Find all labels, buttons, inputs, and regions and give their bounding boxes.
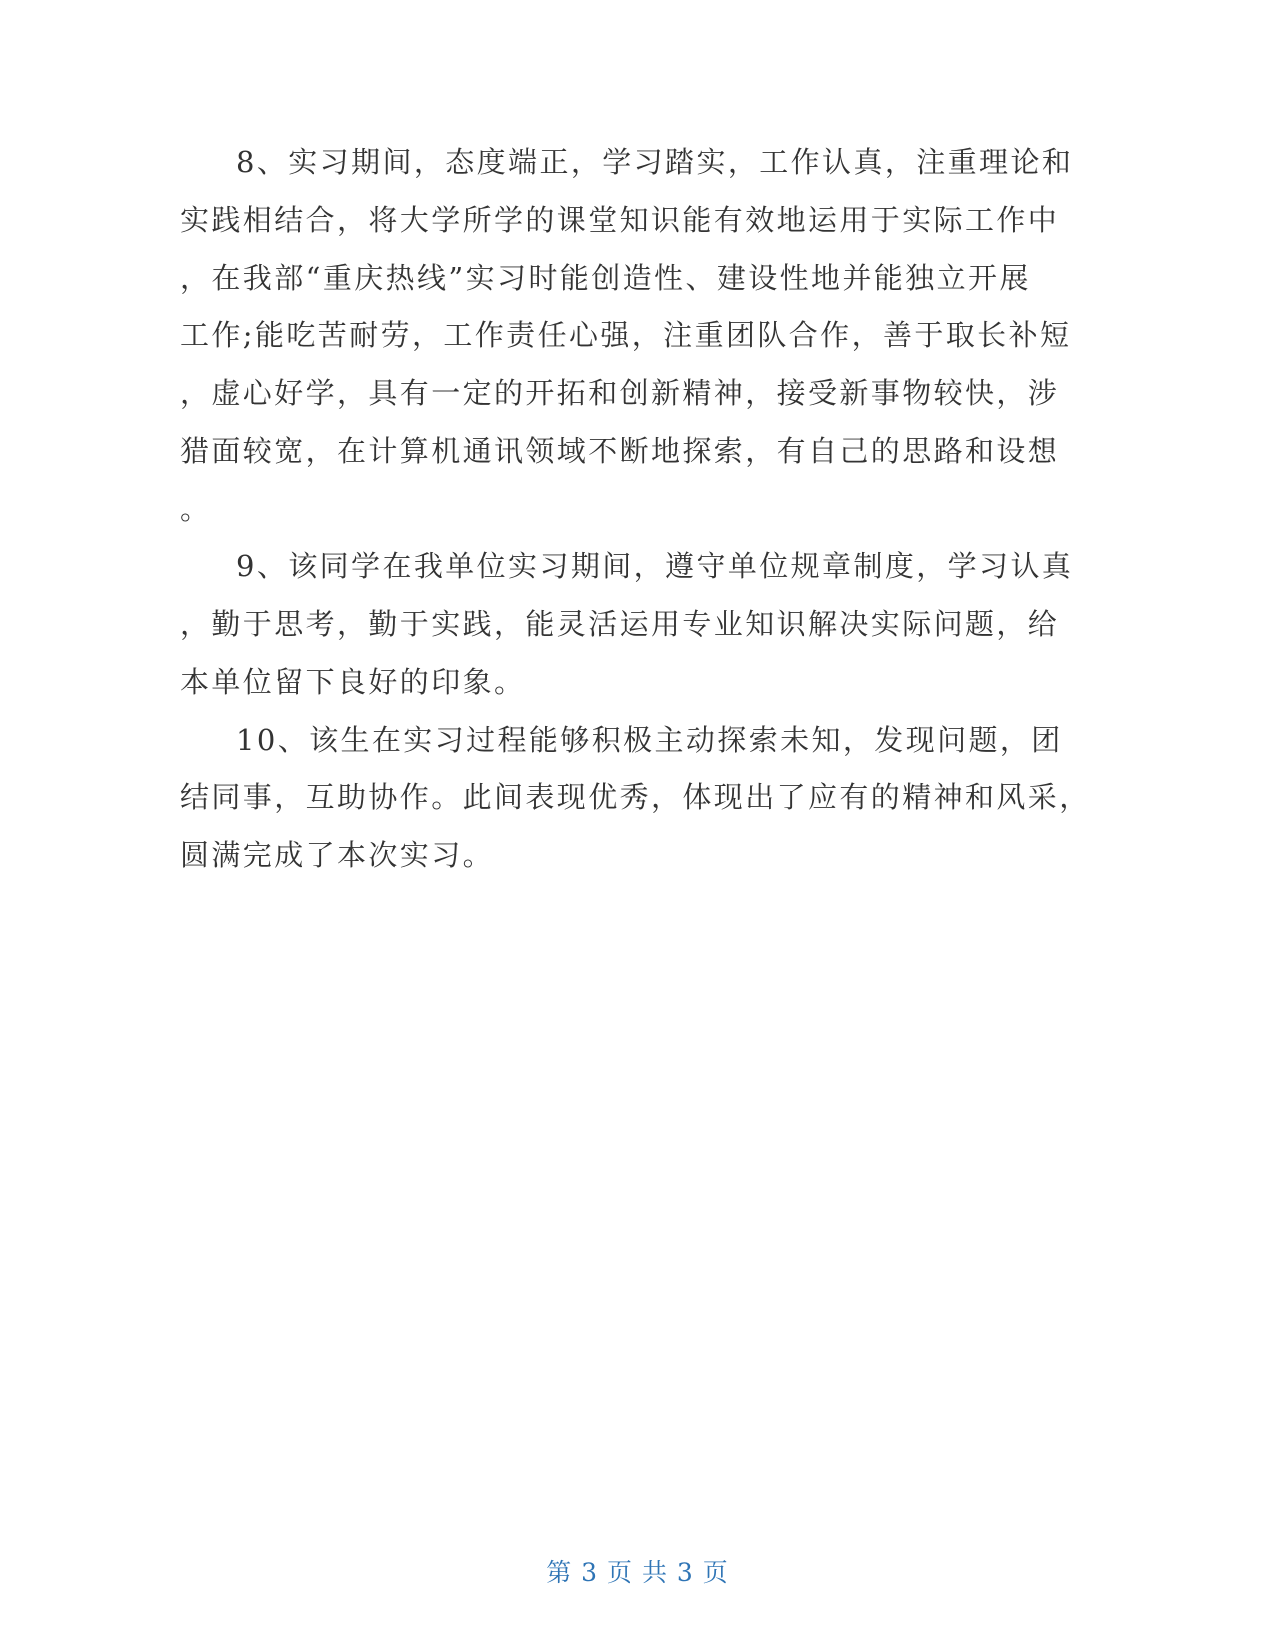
paragraph-10-line-2: 结同事，互助协作。此间表现优秀，体现出了应有的精神和风采， — [180, 780, 1091, 814]
page-footer — [0, 1558, 1275, 1588]
paragraph-9-line-2: ，勤于思考，勤于实践，能灵活运用专业知识解决实际问题，给 — [180, 607, 1060, 641]
footer-page-mid: 页 共 — [607, 1558, 668, 1587]
paragraph-8-line-3: ，在我部“重庆热线”实习时能创造性、建设性地并能独立开展 — [180, 261, 1031, 295]
paragraph-8-line-7: 。 — [180, 492, 212, 526]
paragraph-8-line-2: 实践相结合，将大学所学的课堂知识能有效地运用于实际工作中 — [180, 203, 1060, 237]
paragraph-10-line-1: 10、该生在实习过程能够积极主动探索未知，发现问题，团 — [236, 723, 1063, 757]
footer-page-suffix: 页 — [702, 1558, 729, 1587]
paragraph-8-line-6: 猎面较宽，在计算机通讯领域不断地探索，有自己的思路和设想 — [180, 434, 1060, 468]
footer-total-pages: 3 — [676, 1558, 694, 1587]
paragraph-9-line-3: 本单位留下良好的印象。 — [180, 665, 526, 699]
footer-page-prefix: 第 — [546, 1558, 573, 1587]
paragraph-8-line-1: 8、实习期间，态度端正，学习踏实，工作认真，注重理论和 — [236, 145, 1074, 179]
paragraph-8-line-4: 工作;能吃苦耐劳，工作责任心强，注重团队合作，善于取长补短 — [180, 318, 1072, 352]
paragraph-9-line-1: 9、该同学在我单位实习期间，遵守单位规章制度，学习认真 — [236, 549, 1074, 583]
paragraph-10-line-3: 圆满完成了本次实习。 — [180, 838, 495, 872]
paragraph-8-line-5: ，虚心好学，具有一定的开拓和创新精神，接受新事物较快，涉 — [180, 376, 1060, 410]
footer-current-page: 3 — [581, 1558, 599, 1587]
